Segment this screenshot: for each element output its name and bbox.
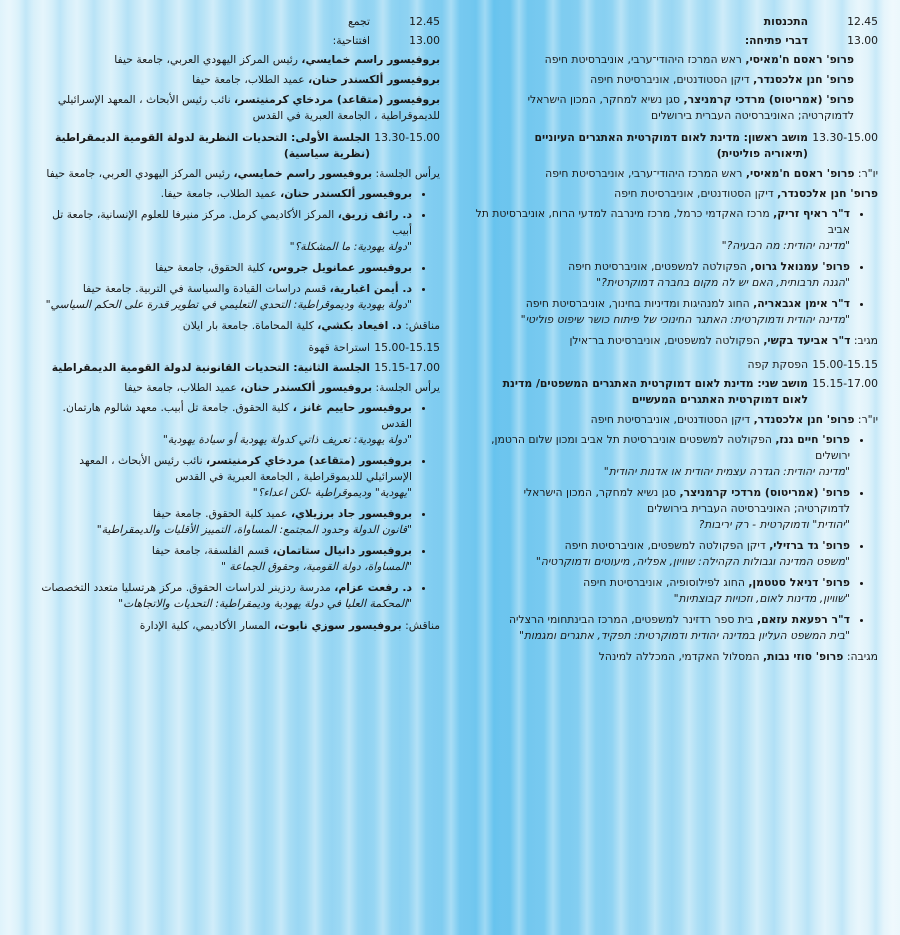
- text: מגיבה:: [843, 650, 878, 663]
- respondent: [470, 649, 878, 665]
- chair-second: [470, 186, 878, 202]
- speaker-name: פרופ' ראסם ח'מאיסי,: [745, 53, 854, 66]
- text: החוג לפילוסופיה, אוניברסיטת חיפה: [583, 576, 749, 589]
- text: ראש המרכז היהודי־ערבי, אוניברסיטת חיפה: [545, 167, 746, 180]
- talk-title: "מדינה יהודית: הגדרה עצמית יהודית או אדנות יהודית": [603, 465, 850, 478]
- text: יו"ר:: [854, 413, 878, 426]
- speaker-name: بروفيسور سوزي نابوت،: [273, 619, 402, 632]
- session-1-header: [30, 130, 440, 162]
- text: عميد كلية الحقوق. جامعة حيفا: [152, 507, 291, 520]
- session-title: מושב שני: מדינת לאום דמוקרטית האתגרים המשפטים/ מדינת לאום דמוקרטית האתגרים המעשיים: [502, 377, 808, 406]
- hebrew-column: [470, 14, 878, 669]
- list-item: [30, 543, 412, 575]
- speaker-name: ד"ר ראיף זריק,: [773, 207, 850, 220]
- time: 12.45: [409, 15, 440, 28]
- text: نائب رئيس الأبحاث ، المعهد الإسرائيلي للديموقراطية ، الجامعة العبرية في القدس: [57, 93, 440, 122]
- text: كلية الحقوق. جامعة تل أبيب. معهد شالوم هارتمان. القدس: [62, 401, 412, 430]
- text: رئيس المركز اليهودي العربي، جامعة حيفا: [114, 53, 302, 66]
- talk-title: "שוויון, מדינות לאום, וזכויות קבוצתיות": [673, 592, 850, 605]
- list-item: [470, 612, 850, 644]
- speaker-name: بروفيسور راسم خمايسي،: [301, 53, 440, 66]
- text: المركز الأكاديمي كرمل. مركز منيرفا للعلوم الإنسانية، جامعة تل أبيب: [52, 208, 412, 237]
- speaker-name: بروفيسور جاد برزيلاي،: [290, 507, 412, 520]
- list-item: [30, 506, 412, 538]
- speaker-name: د. افيعاد بكشي،: [317, 319, 402, 332]
- text: החוג למנהיגות ומדיניות בחינוך, אוניברסיטת חיפה: [525, 297, 754, 310]
- text: דיקן הסטודנטים, אוניברסיטת חיפה: [590, 413, 754, 426]
- list-item: [30, 400, 412, 448]
- speaker-name: بروفيسور (متقاعد) مردخاي كرمنيتسر،: [206, 454, 412, 467]
- list-item: [470, 485, 850, 533]
- talk-title: "מדינה יהודית: מה הבעיה?": [721, 239, 850, 252]
- row-opening: [470, 33, 878, 49]
- text: عميد الطلاب، جامعة حيفا: [192, 73, 309, 86]
- text: הפקולטה למשפטים אוניברסיטת תל אביב ומכון שלום הרטמן, ירושלים: [491, 433, 850, 462]
- label: הפסקת קפה: [747, 358, 808, 371]
- speaker: [470, 72, 854, 88]
- speaker: [470, 92, 854, 124]
- list-item: [30, 281, 412, 313]
- text: מרכז האקדמי כרמל, מרכז מינרבה למדעי הרוח, אוניברסיטת תל אביב: [475, 207, 850, 236]
- text: عميد الطلاب، جامعة حيفا: [124, 381, 241, 394]
- list-item: [30, 186, 412, 202]
- text: مدرسة ردزينر لدراسات الحقوق. مركز هرتسليا متعدد التخصصات: [41, 581, 335, 594]
- text: المسار الأكاديمي، كلية الإدارة: [139, 619, 274, 632]
- speaker-name: ד"ר רפעאת עזאם,: [756, 613, 850, 626]
- session-title: الجلسة الأولى: التحديات النظرية لدولة القومية الديمقراطية (نظرية سياسية): [54, 131, 370, 160]
- talk-title: "المساواة، دولة القومية، وحقوق الجماعة ": [221, 560, 412, 573]
- text: رئيس المركز اليهودي العربي، جامعة حيفا: [46, 167, 234, 180]
- speaker-name: د. رفعت عزام،: [334, 581, 412, 594]
- speaker-name: ד"ר אביעד בקשי,: [763, 334, 851, 347]
- talk-title: "הגנה תרבותית, האם יש לה מקום בחברה דמוקרטית?": [596, 276, 850, 289]
- text: דיקן הסטודנטים, אוניברסיטת חיפה: [614, 187, 778, 200]
- text: قسم الفلسفة، جامعة حيفا: [151, 544, 273, 557]
- arabic-column: [30, 14, 440, 638]
- row-break: [30, 340, 440, 356]
- text: בית ספר רדזינר למשפטים, המרכז הבינתחומי הרצליה: [508, 613, 757, 626]
- chair: [470, 166, 878, 182]
- speaker: [30, 72, 440, 88]
- list-item: [30, 580, 412, 612]
- text: عميد الطلاب، جامعة حيفا.: [160, 187, 281, 200]
- text: דיקן הפקולטה למשפטים, אוניברסיטת חיפה: [564, 539, 770, 552]
- text: יו"ר:: [854, 167, 878, 180]
- chair: [30, 166, 440, 182]
- speaker-name: بروفيسور ألكسندر حنان،: [240, 381, 373, 394]
- text: يرأس الجلسة:: [372, 381, 440, 394]
- list-item: [470, 575, 850, 607]
- speaker-name: بروفيسور ألكسندر حنان،: [308, 73, 440, 86]
- list-item: [30, 453, 412, 501]
- speaker: [30, 52, 440, 68]
- session-2-header: [470, 376, 878, 408]
- speaker-name: פרופ' עמנואל גרוס,: [750, 260, 850, 273]
- list-item: [30, 207, 412, 255]
- speaker-name: د. رائف زريق،: [337, 208, 412, 221]
- speaker-name: פרופ' חיים גנז,: [775, 433, 850, 446]
- speaker-name: د. أيمن اغبارية،: [329, 282, 412, 295]
- speaker-name: بروفيسور دانيال ستاتمان،: [272, 544, 412, 557]
- speaker-name: פרופ' חנן אלכסנדר,: [753, 413, 855, 426]
- speaker-name: פרופ' חנן אלכסנדר,: [777, 187, 878, 200]
- text: הפקולטה למשפטים, אוניברסיטת חיפה: [568, 260, 751, 273]
- row-opening: [30, 33, 440, 49]
- text: مناقش:: [401, 619, 440, 632]
- text: המסלול האקדמי, המכללה למינהל: [598, 650, 763, 663]
- text: דיקן הסטודנטים, אוניברסיטת חיפה: [590, 73, 754, 86]
- session-1-header: [470, 130, 878, 162]
- text: قسم دراسات القيادة والسياسة في التربية. جامعة حيفا: [82, 282, 330, 295]
- time: 15.15-17.00: [374, 361, 440, 374]
- time: 13.00: [847, 34, 878, 47]
- time: 15.00-15.15: [374, 341, 440, 354]
- session-2-list: [470, 432, 878, 644]
- speaker-name: פרופ' סוזי נבות,: [762, 650, 844, 663]
- talk-title: "دولة يهودية وديموقراطية: التحدي التعليمي في تطوير قدرة على الحكم السياسي": [45, 298, 412, 311]
- talk-title: "יהודית" ודמוקרטית - רק יריבות?: [698, 518, 850, 531]
- time: 13.30-15.00: [374, 131, 440, 144]
- chair: [30, 380, 440, 396]
- time: 13.00: [409, 34, 440, 47]
- session-title: الجلسة الثانية: التحديات القانونية لدولة القومية الديمقراطية: [51, 361, 370, 374]
- session-1-list: [30, 186, 440, 313]
- time: 12.45: [847, 15, 878, 28]
- talk-title: "المحكمة العليا في دولة يهودية وديمقراطية: التحديات والاتجاهات": [118, 597, 412, 610]
- label: استراحة قهوة: [308, 341, 370, 354]
- speaker-name: פרופ' חנן אלכסנדר,: [753, 73, 854, 86]
- time: 15.15-17.00: [812, 377, 878, 390]
- speaker-name: פרופ' גד ברזילי,: [769, 539, 850, 552]
- session-1-list: [470, 206, 878, 328]
- respondent: [30, 618, 440, 634]
- speaker-name: بروفيسور ألكسندر حنان،: [280, 187, 412, 200]
- speaker-name: פרופ' (אמריטוס) מרדכי קרמניצר,: [683, 93, 854, 106]
- talk-title: "قانون الدولة وحدود المجتمع: المساواة، التمييز الأقليات والديمقراطية": [96, 523, 412, 536]
- speaker-name: بروفيسور عمانويل جروس،: [268, 261, 412, 274]
- talk-title: "משפט המדינה וגבולות הקהילה: שוויון, אפליה, מיעוטים ודמוקרטיה": [535, 555, 850, 568]
- row-break: [470, 357, 878, 373]
- speaker-name: פרופ' (אמריטוס) מרדכי קרמניצר,: [679, 486, 850, 499]
- session-title: מושב ראשון: מדינת לאום דמוקרטית האתגרים העיוניים (תיאוריה פוליטית): [534, 131, 808, 160]
- talk-title: "دولة يهودية: تعريف ذاتي كدولة يهودية أو سيادة يهودية": [162, 433, 412, 446]
- respondent: [470, 333, 878, 349]
- text: كلية المحاماة. جامعة بار ايلان: [182, 319, 318, 332]
- text: يرأس الجلسة:: [372, 167, 440, 180]
- row-gathering: [30, 14, 440, 30]
- text: הפקולטה למשפטים, אוניברסיטת בר־אילן: [569, 334, 764, 347]
- speaker-name: بروفيسور حاييم غانز ،: [292, 401, 412, 414]
- talk-title: "מדינה יהודית ודמוקרטית: האתגר החינוכי של פיתוח כושר שיפוט פוליטי": [520, 313, 850, 326]
- chair: [470, 412, 878, 428]
- text: نائب رئيس الأبحاث ، المعهد الإسرائيلي للديموقراطية , الجامعة العبرية في القدس: [79, 454, 412, 483]
- label: התכנסות: [763, 15, 808, 28]
- talk-title: "בית המשפט העליון במדינה יהודית ודמוקרטית: תפקיד, אתגרים ומגמות": [518, 629, 850, 642]
- list-item: [470, 432, 850, 480]
- text: كلية الحقوق، جامعة حيفا: [155, 261, 269, 274]
- label: تجمع: [348, 15, 370, 28]
- speaker-name: פרופ' ראסם ח'מאיסי,: [745, 167, 855, 180]
- speaker-name: פרופ' דניאל סטטמן,: [748, 576, 850, 589]
- text: ראש המרכז היהודי־ערבי, אוניברסיטת חיפה: [544, 53, 746, 66]
- list-item: [30, 260, 412, 276]
- row-gathering: [470, 14, 878, 30]
- list-item: [470, 538, 850, 570]
- list-item: [470, 259, 850, 291]
- speaker: [30, 92, 440, 124]
- speaker: [470, 52, 854, 68]
- respondent: [30, 318, 440, 334]
- talk-title: "يهودية" وديموقراطية -لكن اعداء؟": [252, 486, 412, 499]
- session-2-list: [30, 400, 440, 612]
- speaker-name: ד"ר אימן אגבאריה,: [753, 297, 850, 310]
- text: סגן נשיא למחקר, המכון הישראלי לדמוקרטיה; האוניברסיטה העברית בירושלים: [527, 93, 854, 122]
- speaker-name: بروفيسور (متقاعد) مردخاي كرمنيتسر،: [234, 93, 440, 106]
- speaker-name: بروفيسور راسم خمايسي،: [233, 167, 373, 180]
- list-item: [470, 296, 850, 328]
- label: דברי פתיחה:: [744, 34, 808, 47]
- text: מגיב:: [850, 334, 878, 347]
- time: 15.00-15.15: [812, 358, 878, 371]
- text: סגן נשיא למחקר, המכון הישראלי לדמוקרטיה; האוניברסיטה העברית בירושלים: [523, 486, 850, 515]
- list-item: [470, 206, 850, 254]
- talk-title: "دولة يهودية: ما المشكلة؟": [289, 240, 412, 253]
- time: 13.30-15.00: [812, 131, 878, 144]
- session-2-header: [30, 360, 440, 376]
- label: افتتاحية:: [332, 34, 370, 47]
- text: مناقش:: [401, 319, 440, 332]
